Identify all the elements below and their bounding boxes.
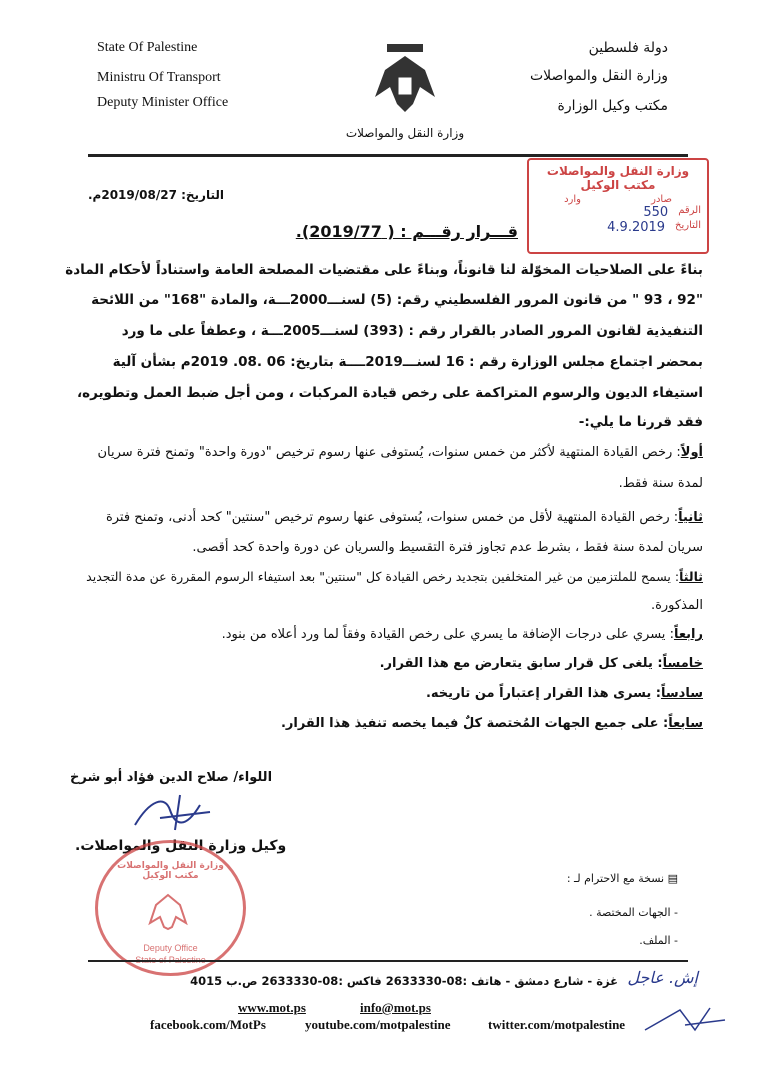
- item-1-label: أولاً: [680, 445, 703, 460]
- paragraph-line-5: استيفاء الديون والرسوم المتراكمة على رخص قيادة المركبات ، ومن أجل ضبط العمل وتطويره،: [76, 385, 703, 401]
- item-4: رابعاً: يسري على درجات الإضافة ما يسري على رخص القيادة وفقاً لما ورد أعلاه من بنود.: [221, 627, 703, 642]
- stamp-in-label: وارد: [564, 194, 581, 205]
- footer-divider: [88, 960, 688, 962]
- header-divider: [88, 154, 688, 157]
- item-5-label: خامساً: [662, 656, 703, 671]
- seal-arabic-text: وزارة النقل والمواصلات مكتب الوكيل: [117, 861, 224, 881]
- signatory-title: وكيل وزارة النقل والمواصلات.: [75, 838, 287, 854]
- footer-website[interactable]: www.mot.ps: [238, 1000, 306, 1015]
- footer-youtube[interactable]: youtube.com/motpalestine: [305, 1017, 451, 1032]
- item-3-label: ثالثاً: [679, 569, 703, 584]
- stamp-date-label: التاريخ: [675, 220, 701, 231]
- copies-icon: ▤: [667, 872, 678, 885]
- item-3-line-1: يسمح للملتزمين من غير المتخلفين بتجديد رخص القيادة كل "سنتين" بعد استيفاء الرسوم المقررة عن مدة التجديد: [86, 569, 671, 584]
- stamp-number-value: 550: [643, 205, 669, 220]
- item-5-line-1: يلغى كل قرار سابق يتعارض مع هذا القرار.: [379, 656, 653, 671]
- footer-address: غزة - شارع دمشق - هاتف :08-2633330 فاكس :08-2633330 ص.ب 4015: [190, 974, 618, 988]
- handwritten-note: إش. عاجل: [627, 968, 698, 987]
- header-en-line-3: Deputy Minister Office: [97, 95, 229, 110]
- header-en-line-1: State Of Palestine: [97, 40, 198, 55]
- item-7: سابعاً: على جميع الجهات المُختصة كلٌ فيما يخصه تنفيذ هذا القرار.: [280, 716, 703, 731]
- copies-heading: [567, 872, 678, 885]
- item-1: أولاً: رخص القيادة المنتهية لأكثر من خمس سنوات، يُستوفى عنها رسوم ترخيص "دورة واحدة" وتمنح فترة سريان: [97, 445, 703, 460]
- item-7-line-1: على جميع الجهات المُختصة كلٌ فيما يخصه تنفيذ هذا القرار.: [280, 716, 659, 731]
- item-2-line-1: رخص القيادة المنتهية لأقل من خمس سنوات، يُستوفى عنها رسوم ترخيص "سنتين" كحد أدنى، وتمنح فترة: [105, 510, 670, 525]
- stamp-line-2: مكتب الوكيل: [580, 178, 656, 192]
- copies-heading-text: نسخة مع الاحترام لـ :: [566, 872, 665, 885]
- footer-twitter[interactable]: twitter.com/motpalestine: [488, 1017, 626, 1032]
- item-4-label: رابعاً: [673, 627, 703, 642]
- ministry-emblem: [345, 42, 465, 142]
- initials-scribble-icon: [640, 1000, 730, 1040]
- header-ar-line-3: مكتب وكيل الوزارة: [557, 98, 668, 114]
- registry-stamp: [527, 158, 709, 254]
- official-seal: [95, 840, 246, 976]
- item-5: خامساً: يلغى كل قرار سابق يتعارض مع هذا القرار.: [379, 656, 703, 671]
- item-2-label: ثانياً: [678, 510, 703, 525]
- item-4-line-1: يسري على درجات الإضافة ما يسري على رخص القيادة وفقاً لما ورد أعلاه من بنود.: [221, 627, 666, 642]
- seal-eagle-icon: [146, 891, 190, 931]
- item-3-line-2: المذكورة.: [650, 598, 703, 613]
- paragraph-line-4: بمحضر اجتماع مجلس الوزارة رقم : 16 لسنـــ2019ــــة بتاريخ: 06 .08. 2019م بشأن آلية: [112, 354, 703, 370]
- header-ar-line-1: دولة فلسطين: [588, 40, 668, 56]
- paragraph-line-2: "92 ، 93 " من قانون المرور الفلسطيني رقم: (5) لسنـــ2000ـــة، والمادة "168" من اللائحة: [91, 292, 703, 308]
- signatory-name: اللواء/ صلاح الدين فؤاد أبو شرخ: [70, 770, 273, 785]
- item-3: ثالثاً: يسمح للملتزمين من غير المتخلفين بتجديد رخص القيادة كل "سنتين" بعد استيفاء الرسوم المقررة عن مدة التجديد: [86, 569, 703, 584]
- item-6-label: سادساً: [660, 686, 703, 701]
- item-1-line-2: لمدة سنة فقط.: [618, 476, 703, 491]
- stamp-line-1: وزارة النقل والمواصلات: [546, 164, 690, 178]
- item-6: سادساً: يسرى هذا القرار إعتباراً من تاريخه.: [425, 686, 703, 701]
- copies-item-2: - الملف.: [639, 934, 678, 947]
- item-7-label: سابعاً: [668, 716, 703, 731]
- stamp-date-value: 4.9.2019: [607, 220, 666, 235]
- paragraph-line-1: بناءً على الصلاحيات المخوّلة لنا قانوناً، وبناءً على مقتضيات المصلحة العامة واستناداً لأحكام المادة: [65, 262, 703, 278]
- copies-item-1: - الجهات المختصة .: [589, 906, 678, 919]
- item-2: ثانياً: رخص القيادة المنتهية لأقل من خمس سنوات، يُستوفى عنها رسوم ترخيص "سنتين" كحد أدنى، وتمنح فترة: [105, 510, 703, 525]
- item-2-line-2: سريان لمدة سنة فقط ، بشرط عدم تجاوز فترة التقسيط والسريان عن دورة واحدة كحد أقصى.: [192, 540, 703, 555]
- stamp-number-label: الرقم: [678, 205, 701, 216]
- decision-title: قـــرار رقـــم : ( 2019/77).: [295, 222, 518, 241]
- stamp-out-label: صادر: [651, 194, 672, 205]
- footer-facebook[interactable]: facebook.com/MotPs: [150, 1017, 266, 1032]
- eagle-emblem-icon: [345, 42, 465, 122]
- footer-email[interactable]: info@mot.ps: [360, 1000, 431, 1015]
- header-ar-line-2: وزارة النقل والمواصلات: [529, 68, 668, 84]
- paragraph-line-3: التنفيذية لقانون المرور الصادر بالقرار رقم : (393) لسنـــ2005ـــة ، وعطفاً على ما ورد: [121, 323, 703, 339]
- paragraph-line-6: فقد قررنا ما يلي:-: [578, 414, 703, 430]
- header-en-line-2: Ministru Of Transport: [97, 70, 221, 85]
- document-date: التاريخ: 2019/08/27م.: [88, 188, 224, 202]
- signature-icon: [130, 790, 220, 835]
- emblem-caption: وزارة النقل والمواصلات: [345, 126, 465, 140]
- item-6-line-1: يسرى هذا القرار إعتباراً من تاريخه.: [425, 686, 652, 701]
- seal-en-top: Deputy Office: [143, 943, 198, 953]
- item-1-line-1: رخص القيادة المنتهية لأكثر من خمس سنوات، يُستوفى عنها رسوم ترخيص "دورة واحدة" وتمنح فترة سريان: [97, 445, 673, 460]
